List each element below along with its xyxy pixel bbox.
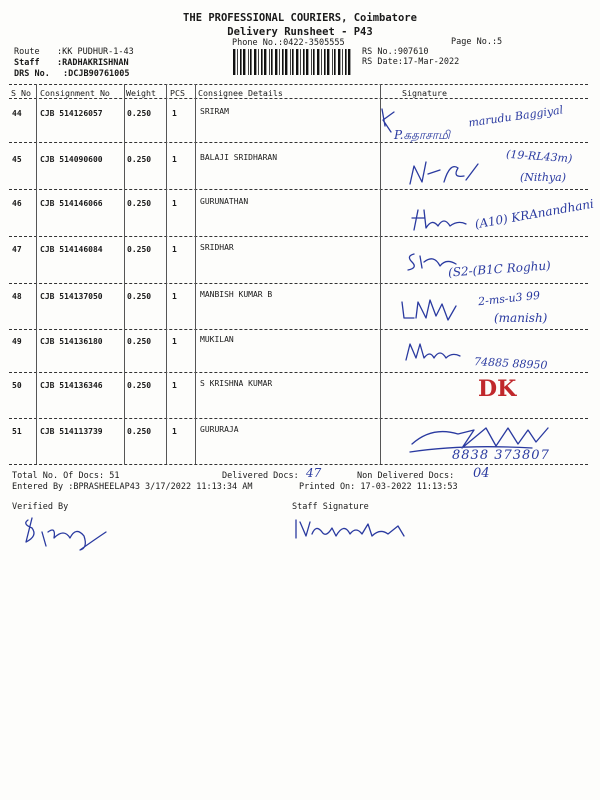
row-sno: 50 (12, 381, 22, 390)
row-pcs: 1 (172, 381, 177, 390)
row-consignee: S KRISHNA KUMAR (200, 379, 273, 388)
row-consignment: CJB 514126057 (40, 109, 103, 118)
row-pcs: 1 (172, 427, 177, 436)
row-consignment: CJB 514113739 (40, 427, 103, 436)
row-weight: 0.250 (127, 245, 152, 254)
row-consignee: MUKILAN (200, 335, 234, 344)
row-sno: 46 (12, 199, 22, 208)
row-consignee: SRIDHAR (200, 243, 234, 252)
row-consignee: BALAJI SRIDHARAN (200, 153, 278, 162)
header-pcs: PCS (170, 88, 185, 98)
staff-signature-label: Staff Signature (292, 502, 369, 512)
row-sno: 47 (12, 245, 22, 254)
row-consignment: CJB 514136180 (40, 337, 103, 346)
row-sno: 44 (12, 109, 22, 118)
column-line (124, 84, 125, 464)
row-weight: 0.250 (127, 199, 152, 208)
drs-value: :DCJB90761005 (63, 69, 130, 79)
row-consignment: CJB 514146084 (40, 245, 103, 254)
delivered-docs-label: Delivered Docs: (222, 471, 299, 481)
table-bottom-rule (9, 464, 588, 465)
entered-by: Entered By :BPRASHEELAP43 3/17/2022 11:13:34 AM (12, 482, 253, 492)
row-weight: 0.250 (127, 427, 152, 436)
row-consignee: GURURAJA (200, 425, 239, 434)
row-pcs: 1 (172, 337, 177, 346)
row-weight: 0.250 (127, 337, 152, 346)
header-weight: Weight (126, 88, 156, 98)
column-line (380, 84, 381, 464)
handwritten-note: marudu Baggiyal (467, 103, 564, 130)
row-divider (9, 283, 588, 284)
signature-scribble (410, 204, 474, 234)
header-signature: Signature (402, 88, 447, 98)
row-sno: 51 (12, 427, 22, 436)
staff-value: :RADHAKRISHNAN (57, 58, 129, 68)
row-consignment: CJB 514090600 (40, 155, 103, 164)
row-weight: 0.250 (127, 292, 152, 301)
row-pcs: 1 (172, 155, 177, 164)
page-number: Page No.:5 (451, 37, 503, 47)
printed-on: Printed On: 17-03-2022 11:13:53 (299, 482, 458, 492)
verified-by-label: Verified By (12, 502, 69, 512)
row-consignment: CJB 514136346 (40, 381, 103, 390)
row-consignment: CJB 514146066 (40, 199, 103, 208)
handwritten-note: P.கதாசாமி (394, 128, 450, 142)
column-line (166, 84, 167, 464)
header-consignment: Consignment No (40, 88, 110, 98)
handwritten-note: 2-ms-u3 99 (477, 288, 541, 309)
handwritten-note: 74885 88950 (473, 355, 548, 372)
row-consignment: CJB 514137050 (40, 292, 103, 301)
row-weight: 0.250 (127, 155, 152, 164)
handwritten-note: (A10) KRAnandhani (473, 196, 595, 232)
row-consignee: MANBISH KUMAR B (200, 290, 273, 299)
drs-label: DRS No. (14, 69, 50, 79)
handwritten-initials: DK (478, 376, 517, 402)
total-docs: Total No. Of Docs: 51 (12, 471, 120, 481)
handwritten-note: (S2-(B1C Roghu) (447, 258, 552, 280)
row-consignee: GURUNATHAN (200, 197, 249, 206)
company-title: THE PROFESSIONAL COURIERS, Coimbatore (183, 12, 417, 24)
column-line (195, 84, 196, 464)
delivered-docs-handwritten: 47 (306, 466, 322, 480)
phone-number: Phone No.:0422-3505555 (232, 38, 345, 48)
verifier-signature (18, 512, 122, 552)
row-weight: 0.250 (127, 109, 152, 118)
row-sno: 48 (12, 292, 22, 301)
runsheet-title: Delivery Runsheet - P43 (227, 26, 373, 38)
row-pcs: 1 (172, 292, 177, 301)
staff-label: Staff (14, 58, 40, 68)
non-delivered-docs-handwritten: 04 (473, 466, 490, 481)
route-value: :KK PUDHUR-1-43 (57, 47, 134, 57)
row-divider (9, 418, 588, 419)
row-divider (9, 372, 588, 373)
rs-date: RS Date:17-Mar-2022 (362, 57, 460, 67)
route-label: Route (14, 47, 40, 57)
header-sno: S No (11, 88, 31, 98)
row-pcs: 1 (172, 199, 177, 208)
barcode-image (232, 49, 354, 75)
row-divider (9, 329, 588, 330)
row-pcs: 1 (172, 245, 177, 254)
staff-signature (292, 514, 414, 544)
non-delivered-docs-label: Non Delivered Docs: (357, 471, 455, 481)
row-consignee: SRIRAM (200, 107, 229, 116)
row-sno: 49 (12, 337, 22, 346)
handwritten-note: (Nithya) (520, 171, 567, 184)
handwritten-note: (manish) (494, 311, 548, 325)
handwritten-note: (19-RL43m) (505, 147, 573, 166)
handwritten-note: 8838 373807 (452, 448, 550, 463)
signature-scribble (402, 340, 468, 364)
table-top-rule (9, 84, 588, 85)
row-divider (9, 142, 588, 143)
row-pcs: 1 (172, 109, 177, 118)
table-header-rule (9, 98, 588, 99)
signature-scribble (406, 156, 496, 190)
rs-number: RS No.:907610 (362, 47, 429, 57)
row-divider (9, 189, 588, 190)
row-sno: 45 (12, 155, 22, 164)
header-consignee: Consignee Details (198, 88, 283, 98)
column-line (36, 84, 37, 464)
row-weight: 0.250 (127, 381, 152, 390)
row-divider (9, 236, 588, 237)
signature-scribble (396, 294, 464, 324)
